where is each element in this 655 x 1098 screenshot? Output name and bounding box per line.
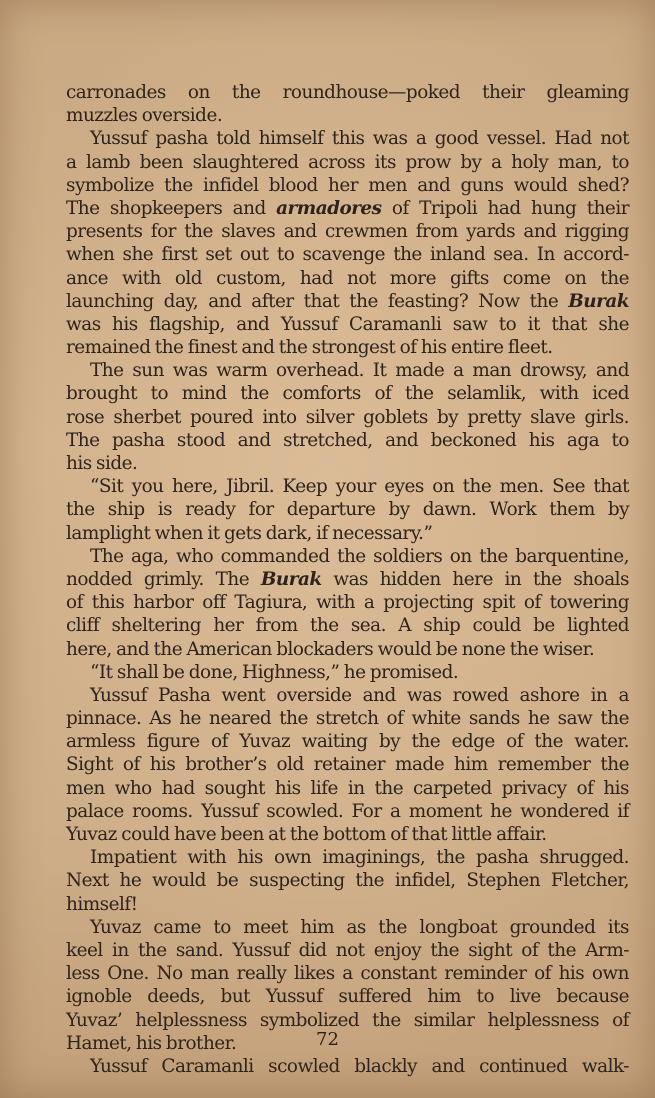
text-line: The pasha stood and stretched, and beckoned his aga to	[66, 429, 629, 451]
text-line: The sun was warm overhead. It made a man drowsy, and	[90, 360, 629, 382]
body-text	[66, 81, 629, 1078]
text-line: symbolize the infidel blood her men and guns would shed?	[66, 174, 629, 196]
text-line: Yussuf Caramanli scowled blackly and continued walk-	[90, 1055, 629, 1077]
text-line: presents for the slaves and crewmen from yards and rigging	[66, 221, 629, 243]
text-line: rose sherbet poured into silver goblets by pretty slave girls.	[66, 406, 629, 428]
text-line: remained the finest and the strongest of his entire fleet.	[66, 337, 553, 359]
text-line: ance with old custom, had not more gifts come on the	[66, 267, 629, 289]
text-line: less One. No man really likes a constant reminder of his own	[66, 963, 629, 985]
text-line: of this harbor off Tagiura, with a projecting spit of towering	[66, 592, 629, 614]
text-line: armless figure of Yuvaz waiting by the edge of the water.	[66, 731, 629, 753]
text-line: lamplight when it gets dark, if necessary.”	[66, 522, 433, 544]
text-line: was his flagship, and Yussuf Caramanli saw to it that she	[66, 313, 629, 335]
text-line: Yuvaz could have been at the bottom of that little affair.	[66, 824, 547, 845]
text-line: launching day, and after that the feasting? Now the Burak	[66, 290, 629, 312]
text-line: Yussuf pasha told himself this was a good vessel. Had not	[90, 128, 629, 150]
text-line: his side.	[66, 453, 138, 474]
text-line: Next he would be suspecting the infidel, Stephen Fletcher,	[66, 870, 629, 892]
text-line: palace rooms. Yussuf scowled. For a moment he wondered if	[66, 800, 629, 822]
text-line: “Sit you here, Jibril. Keep your eyes on the men. See that	[90, 476, 629, 498]
text-line: himself!	[66, 893, 138, 915]
text-line: here, and the American blockaders would be none the wiser.	[66, 638, 595, 660]
italic-term: armadores	[276, 197, 382, 219]
page-number: 72	[316, 1029, 339, 1050]
text-line: Hamet, his brother.	[66, 1032, 237, 1054]
text-line: The shopkeepers and armadores of Tripoli had hung their	[66, 197, 629, 219]
text-line: when she first set out to scavenge the inland sea. In accord-	[66, 244, 629, 266]
text-line: men who had sought his life in the carpeted privacy of his	[66, 777, 629, 799]
text-line: ignoble deeds, but Yussuf suffered him to live because	[66, 986, 629, 1008]
text-line: nodded grimly. The Burak was hidden here in the shoals	[66, 568, 629, 590]
text-line: a lamb been slaughtered across its prow by a holy man, to	[66, 151, 629, 173]
text-line: the ship is ready for departure by dawn. Work them by	[66, 499, 629, 521]
text-line: “It shall be done, Highness,” he promised.	[90, 661, 459, 683]
text-line: keel in the sand. Yussuf did not enjoy the sight of the Arm-	[66, 939, 629, 961]
text-line: Sight of his brother’s old retainer made him remember the	[66, 754, 629, 776]
text-line: The aga, who commanded the soldiers on the barquentine,	[90, 545, 629, 567]
text-line: brought to mind the comforts of the selamlik, with iced	[66, 383, 629, 405]
text-line: cliff sheltering her from the sea. A ship could be lighted	[66, 615, 629, 637]
text-line: pinnace. As he neared the stretch of white sands he saw the	[66, 708, 629, 730]
text-line: Impatient with his own imaginings, the pasha shrugged.	[90, 847, 629, 869]
text-line: carronades on the roundhouse—poked their gleaming	[66, 82, 629, 103]
italic-term: Burak	[260, 568, 322, 590]
italic-term: Burak	[568, 290, 629, 312]
text-line: Yuvaz’ helplessness symbolized the similar helplessness of	[66, 1009, 629, 1031]
text-line: Yussuf Pasha went overside and was rowed ashore in a	[90, 684, 629, 706]
text-line: Yuvaz came to meet him as the longboat grounded its	[90, 916, 629, 938]
text-line: muzzles overside.	[66, 105, 223, 127]
